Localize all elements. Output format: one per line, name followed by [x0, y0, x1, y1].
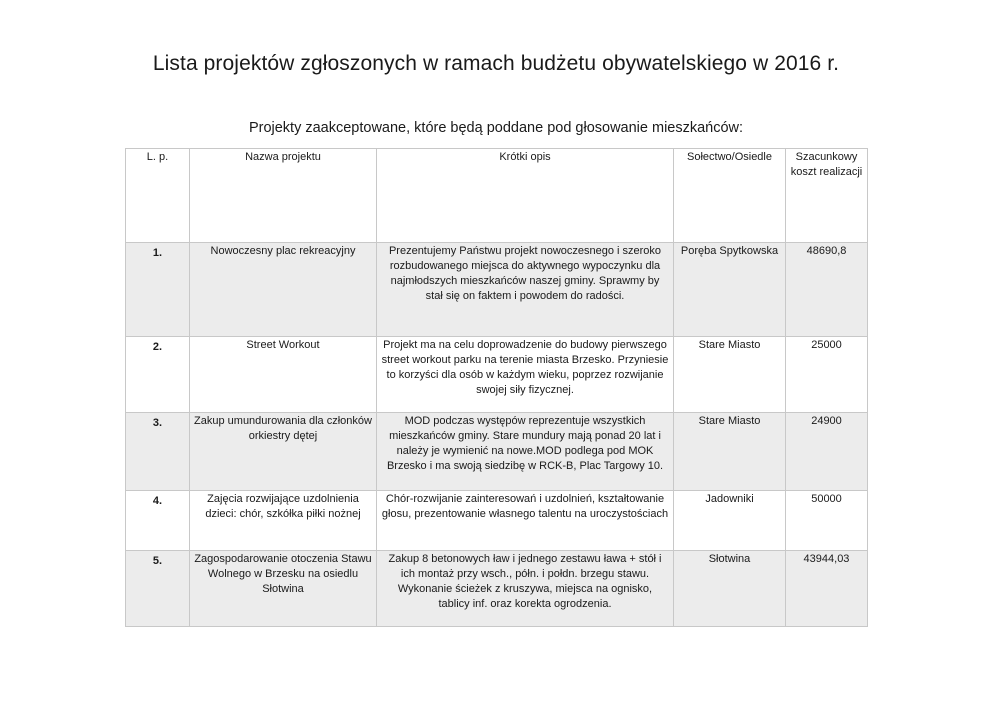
header-name: Nazwa projektu	[190, 149, 377, 243]
project-description: Zakup 8 betonowych ław i jednego zestawu ława + stół i ich montaż przy wsch., półn. i połdn. brzegu stawu. Wykonanie ścieżek z kruszywa, miejsca na ognisko, tablicy inf. oraz korekta ogrodzenia.	[377, 551, 674, 627]
project-district: Słotwina	[674, 551, 786, 627]
table-row	[126, 491, 868, 551]
header-district: Sołectwo/Osiedle	[674, 149, 786, 243]
header-description: Krótki opis	[377, 149, 674, 243]
project-cost: 43944,03	[786, 551, 868, 627]
header-number: L. p.	[126, 149, 190, 243]
projects-table	[125, 148, 868, 627]
project-district: Poręba Spytkowska	[674, 243, 786, 337]
table-row	[126, 551, 868, 627]
project-district: Stare Miasto	[674, 337, 786, 413]
project-cost: 25000	[786, 337, 868, 413]
project-name: Nowoczesny plac rekreacyjny	[190, 243, 377, 337]
project-description: Prezentujemy Państwu projekt nowoczesnego i szeroko rozbudowanego miejsca do aktywnego wypoczynku dla najmłodszych mieszkańców naszej gminy. Sprawmy by stał się on faktem i powodem do radości.	[377, 243, 674, 337]
project-name: Zajęcia rozwijające uzdolnienia dzieci: chór, szkółka piłki nożnej	[190, 491, 377, 551]
project-name: Street Workout	[190, 337, 377, 413]
project-description: MOD podczas występów reprezentuje wszystkich mieszkańców gminy. Stare mundury mają ponad 20 lat i należy je wymienić na nowe.MOD podlega pod MOK Brzesko i ma swoją siedzibę w RCK-B, Plac Targowy 10.	[377, 413, 674, 491]
project-district: Jadowniki	[674, 491, 786, 551]
table-row	[126, 337, 868, 413]
project-cost: 48690,8	[786, 243, 868, 337]
row-number: 2.	[126, 337, 190, 413]
row-number: 5.	[126, 551, 190, 627]
header-cost: Szacunkowy koszt realizacji	[786, 149, 868, 243]
row-number: 3.	[126, 413, 190, 491]
project-cost: 50000	[786, 491, 868, 551]
project-name: Zagospodarowanie otoczenia Stawu Wolnego w Brzesku na osiedlu Słotwina	[190, 551, 377, 627]
table-header-row	[126, 149, 868, 243]
project-description: Chór-rozwijanie zainteresowań i uzdolnień, kształtowanie głosu, prezentowanie własnego talentu na uroczystościach	[377, 491, 674, 551]
table-row	[126, 243, 868, 337]
row-number: 4.	[126, 491, 190, 551]
page-title: Lista projektów zgłoszonych w ramach budżetu obywatelskiego w 2016 r.	[152, 52, 840, 75]
project-cost: 24900	[786, 413, 868, 491]
project-name: Zakup umundurowania dla członków orkiestry dętej	[190, 413, 377, 491]
page-subtitle: Projekty zaakceptowane, które będą poddane pod głosowanie mieszkańców:	[248, 120, 744, 136]
project-description: Projekt ma na celu doprowadzenie do budowy pierwszego street workout parku na terenie miasta Brzesko. Przyniesie to korzyści dla osób w każdym wieku, poprzez rozwijanie swojej siły fizycznej.	[377, 337, 674, 413]
row-number: 1.	[126, 243, 190, 337]
table-row	[126, 413, 868, 491]
project-district: Stare Miasto	[674, 413, 786, 491]
